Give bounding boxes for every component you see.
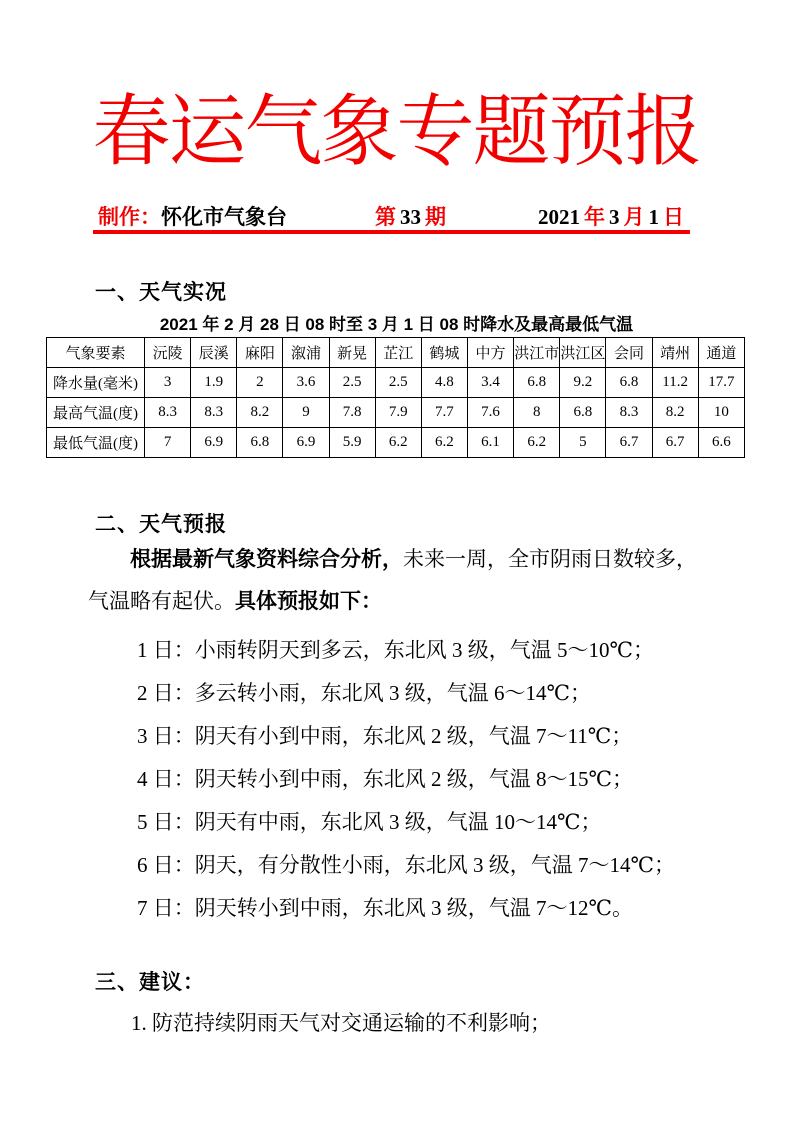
table-cell-value: 8.2 bbox=[237, 398, 283, 428]
issue-prefix: 第 bbox=[375, 205, 396, 229]
table-cell-value: 8.3 bbox=[145, 398, 191, 428]
table-row bbox=[47, 368, 745, 398]
table-cell-value: 1.9 bbox=[191, 368, 237, 398]
date-year: 2021 bbox=[538, 205, 580, 229]
forecast-day-line: 7 日：阴天转小到中雨，东北风 3 级，气温 7～12℃。 bbox=[137, 896, 633, 920]
table-cell-value: 2 bbox=[237, 368, 283, 398]
table-header-station: 通道 bbox=[698, 338, 744, 368]
table-cell-value: 2.5 bbox=[375, 368, 421, 398]
table-cell-value: 6.8 bbox=[606, 368, 652, 398]
table-cell-value: 2.5 bbox=[329, 368, 375, 398]
weather-table-caption: 2021 年 2 月 28 日 08 时至 3 月 1 日 08 时降水及最高最低气温 bbox=[159, 315, 634, 334]
forecast-intro-line2 bbox=[88, 588, 382, 615]
table-cell-value: 6.7 bbox=[652, 428, 698, 458]
table-cell-value: 6.8 bbox=[560, 398, 606, 428]
table-header-station: 鹤城 bbox=[421, 338, 467, 368]
table-header-station: 沅陵 bbox=[145, 338, 191, 368]
producer-label: 制作： bbox=[98, 205, 161, 229]
masthead bbox=[98, 201, 684, 231]
section2-heading: 二、天气预报 bbox=[95, 513, 227, 536]
table-header-element: 气象要素 bbox=[47, 338, 145, 368]
section3-heading: 三、建议： bbox=[95, 971, 205, 994]
masthead-divider-rule bbox=[93, 230, 690, 234]
table-row-label: 最低气温(度) bbox=[47, 428, 145, 458]
forecast-intro-text2: 气温略有起伏。 bbox=[88, 589, 235, 613]
table-cell-value: 9.2 bbox=[560, 368, 606, 398]
table-cell-value: 10 bbox=[698, 398, 744, 428]
table-header-station: 会同 bbox=[606, 338, 652, 368]
weather-table bbox=[46, 337, 745, 458]
forecast-list bbox=[137, 629, 675, 930]
table-cell-value: 6.2 bbox=[375, 428, 421, 458]
table-header-station: 中方 bbox=[467, 338, 513, 368]
table-cell-value: 9 bbox=[283, 398, 329, 428]
table-cell-value: 7.6 bbox=[467, 398, 513, 428]
table-header-station: 辰溪 bbox=[191, 338, 237, 368]
table-cell-value: 8.3 bbox=[606, 398, 652, 428]
table-cell-value: 7.9 bbox=[375, 398, 421, 428]
table-cell-value: 6.2 bbox=[514, 428, 560, 458]
table-cell-value: 4.8 bbox=[421, 368, 467, 398]
producer-name: 怀化市气象台 bbox=[161, 205, 287, 229]
table-cell-value: 6.1 bbox=[467, 428, 513, 458]
forecast-day-line: 1 日：小雨转阴天到多云，东北风 3 级，气温 5～10℃； bbox=[137, 638, 654, 662]
forecast-day-line: 5 日：阴天有中雨，东北风 3 级，气温 10～14℃； bbox=[137, 810, 602, 834]
forecast-day-line: 4 日：阴天转小到中雨，东北风 2 级，气温 8～15℃； bbox=[137, 767, 633, 791]
date-month-unit: 月 bbox=[623, 205, 645, 229]
table-header-station: 麻阳 bbox=[237, 338, 283, 368]
forecast-intro-bold-trail: 具体预报如下： bbox=[235, 590, 382, 613]
forecast-day-line: 6 日：阴天，有分散性小雨，东北风 3 级，气温 7～14℃； bbox=[137, 853, 675, 877]
issue-value: 33 bbox=[400, 205, 421, 229]
forecast-intro-text1: 未来一周，全市阴雨日数较多， bbox=[403, 547, 697, 571]
table-cell-value: 11.2 bbox=[652, 368, 698, 398]
document-title: 春运气象专题预报 bbox=[92, 88, 701, 175]
table-row-label: 降水量(毫米) bbox=[47, 368, 145, 398]
table-cell-value: 5 bbox=[560, 428, 606, 458]
forecast-day-line: 2 日：多云转小雨，东北风 3 级，气温 6～14℃； bbox=[137, 681, 591, 705]
table-header-row bbox=[47, 338, 745, 368]
table-cell-value: 6.9 bbox=[191, 428, 237, 458]
date-year-unit: 年 bbox=[584, 205, 605, 229]
date-day: 1 bbox=[648, 205, 659, 229]
producer bbox=[98, 201, 287, 231]
table-cell-value: 6.7 bbox=[606, 428, 652, 458]
table-cell-value: 6.8 bbox=[237, 428, 283, 458]
table-cell-value: 6.6 bbox=[698, 428, 744, 458]
forecast-intro-line1 bbox=[130, 546, 697, 573]
table-cell-value: 17.7 bbox=[698, 368, 744, 398]
issue-suffix: 期 bbox=[425, 205, 446, 229]
table-header-station: 洪江区 bbox=[560, 338, 606, 368]
date-month: 3 bbox=[609, 205, 620, 229]
table-cell-value: 6.2 bbox=[421, 428, 467, 458]
table-cell-value: 3 bbox=[145, 368, 191, 398]
table-header-station: 洪江市 bbox=[514, 338, 560, 368]
table-header-station: 芷江 bbox=[375, 338, 421, 368]
table-cell-value: 6.8 bbox=[514, 368, 560, 398]
date-day-unit: 日 bbox=[663, 205, 684, 229]
table-cell-value: 3.4 bbox=[467, 368, 513, 398]
table-cell-value: 8 bbox=[514, 398, 560, 428]
table-header-station: 新晃 bbox=[329, 338, 375, 368]
advice-item: 1. 防范持续阴雨天气对交通运输的不利影响； bbox=[131, 1011, 551, 1035]
table-row-label: 最高气温(度) bbox=[47, 398, 145, 428]
table-cell-value: 3.6 bbox=[283, 368, 329, 398]
table-cell-value: 8.2 bbox=[652, 398, 698, 428]
advice-list bbox=[131, 1003, 551, 1043]
table-cell-value: 7 bbox=[145, 428, 191, 458]
table-header-station: 靖州 bbox=[652, 338, 698, 368]
issue-number bbox=[375, 201, 446, 231]
table-cell-value: 7.7 bbox=[421, 398, 467, 428]
issue-date bbox=[534, 201, 684, 231]
table-cell-value: 7.8 bbox=[329, 398, 375, 428]
table-row bbox=[47, 398, 745, 428]
forecast-intro-bold-lead: 根据最新气象资料综合分析， bbox=[130, 548, 403, 571]
table-cell-value: 5.9 bbox=[329, 428, 375, 458]
section1-heading: 一、天气实况 bbox=[95, 281, 227, 304]
table-cell-value: 8.3 bbox=[191, 398, 237, 428]
table-cell-value: 6.9 bbox=[283, 428, 329, 458]
table-header-station: 溆浦 bbox=[283, 338, 329, 368]
forecast-day-line: 3 日：阴天有小到中雨，东北风 2 级，气温 7～11℃； bbox=[137, 724, 633, 748]
table-row bbox=[47, 428, 745, 458]
